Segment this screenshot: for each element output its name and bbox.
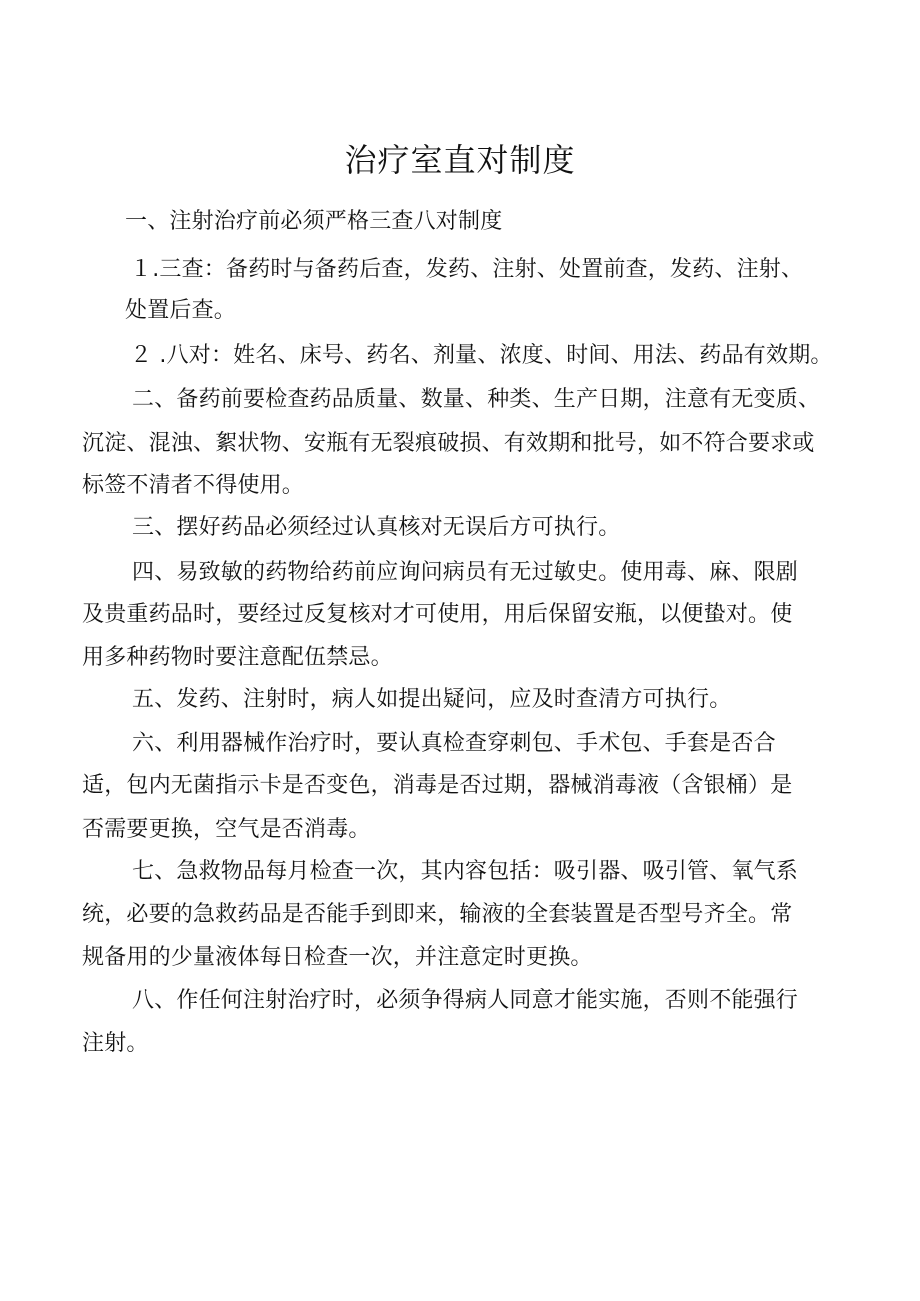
section-7-line-1: 七、急救物品每月检查一次，其内容包括：吸引器、吸引管、氧气系 (132, 859, 799, 884)
section-4-line-2: 及贵重药品时，要经过反复核对才可使用，用后保留安瓶，以便蛰对。使 (82, 602, 793, 627)
section-1-item-1-line-1: １.三查：备药时与备药后查，发药、注射、处置前查，发药、注射、 (130, 257, 804, 282)
section-5-line-1: 五、发药、注射时，病人如提出疑问，应及时查清方可执行。 (132, 687, 732, 712)
section-7-line-3: 规备用的少量液体每日检查一次，并注意定时更换。 (82, 945, 593, 970)
section-8-line-2: 注射。 (82, 1031, 149, 1056)
section-2-line-1: 二、备药前要检查药品质量、数量、种类、生产日期，注意有无变质、 (132, 387, 821, 412)
section-4-line-1: 四、易致敏的药物给药前应询问病员有无过敏史。使用毒、麻、限剧 (132, 560, 799, 585)
section-1-item-2: ２ .八对：姓名、床号、药名、剂量、浓度、时间、用法、药品有效期。 (130, 343, 833, 368)
page-title: 治疗室直对制度 (344, 141, 576, 179)
section-6-line-2: 适，包内无菌指示卡是否变色，消毒是否过期，器械消毒液（含银桶）是 (82, 773, 793, 798)
section-3-line-1: 三、摆好药品必须经过认真核对无误后方可执行。 (132, 515, 621, 540)
section-2-line-2: 沉淀、混浊、絮状物、安瓶有无裂痕破损、有效期和批号，如不符合要求或 (82, 431, 815, 456)
section-2-line-3: 标签不清者不得使用。 (82, 473, 305, 498)
section-1-heading: 一、注射治疗前必须严格三查八对制度 (125, 209, 503, 234)
section-7-line-2: 统，必要的急救药品是否能手到即来，输液的全套装置是否型号齐全。常 (82, 902, 793, 927)
section-6-line-3: 否需要更换，空气是否消毒。 (82, 817, 371, 842)
section-4-line-3: 用多种药物时要注意配伍禁忌。 (82, 645, 393, 670)
section-8-line-1: 八、作任何注射治疗时，必须争得病人同意才能实施，否则不能强行 (132, 988, 799, 1013)
section-6-line-1: 六、利用器械作治疗时，要认真检查穿刺包、手术包、手套是否合 (132, 731, 776, 756)
section-1-item-1-line-2: 处置后查。 (125, 298, 237, 323)
